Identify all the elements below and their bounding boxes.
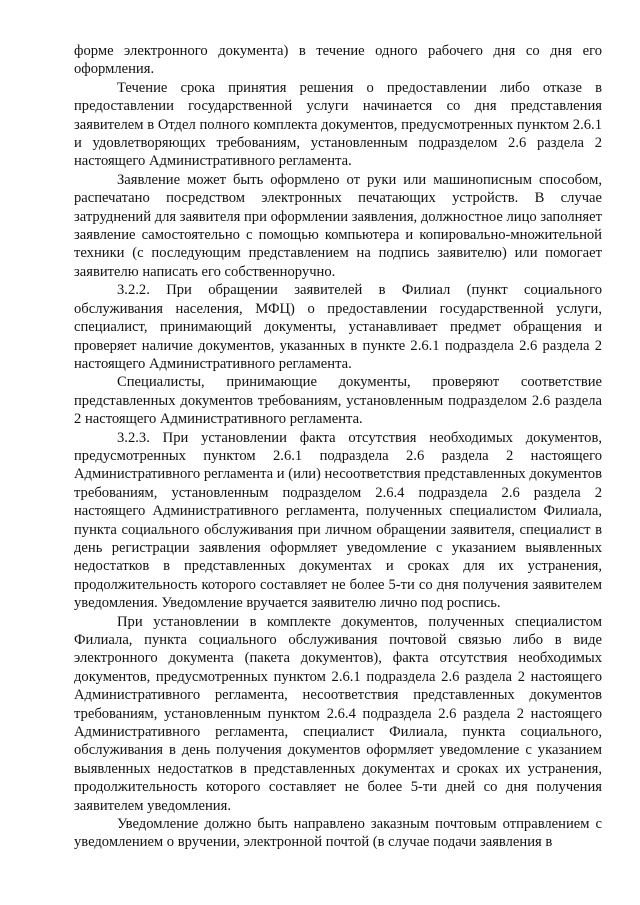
paragraph-3-2-3: 3.2.3. При установлении факта отсутствия необходимых документов, предусмотренных пунктом 2.6.1 подраздела 2.6 раздела 2 настоящего Административного регламента и (или) несоответствия представленных документов требованиям, установленным подразделом 2.6.4 подраздела 2.6 раздела 2 настоящего Административного регламента, полученных специалистом Филиала, пункта социального обслуживания при личном обращении заявителя, специалист в день регистрации заявления оформляет уведомление с указанием выявленных недостатков в представленных документах и сроках для их устранения, продолжительность которого составляет не более 5-ти со дня получения заявителем уведомления. Уведомление вручается заявителю лично под роспись. bbox=[74, 429, 602, 612]
paragraph-3-2-2: 3.2.2. При обращении заявителей в Филиал (пункт социального обслуживания населения, МФЦ) о предоставлении государственной услуги, специалист, принимающий документы, устанавливает предмет обращения и проверяет наличие документов, указанных в пункте 2.6.1 подраздела 2.6 раздела 2 настоящего Административного регламента. bbox=[74, 282, 602, 372]
paragraph-application-form: Заявление может быть оформлено от руки или машинописным способом, распечатано посредством электронных печатающих устройств. В случае затруднений для заявителя при оформлении заявления, должностное лицо заполняет заявление самостоятельно с помощью компьютера и копировально-множительной техники (с последующим представлением на подпись заявителю) или помогает заявителю написать его собственноручно. bbox=[74, 171, 602, 280]
paragraph-specialists-check: Специалисты, принимающие документы, проверяют соответствие представленных документов требованиям, установленным подразделом 2.6 раздела 2 настоящего Административного регламента. bbox=[74, 374, 602, 428]
paragraph-postal-documents: При установлении в комплекте документов, полученных специалистом Филиала, пункта социального обслуживания почтовой связью либо в виде электронного документа (пакета документов), факта отсутствия необходимых документов, предусмотренных пунктом 2.6.1 подраздела 2.6 раздела 2 настоящего Административного регламента, несоответствия представленных документов требованиям, установленным пунктом 2.6.4 подраздела 2.6 раздела 2 настоящего Административного регламента, специалист Филиала, пункта социального, обслуживания в день получения документов оформляет уведомление с указанием выявленных недостатков в представленных документах и сроках их устранения, продолжительность которого составляет не более 5-ти дней со дня получения заявителем уведомления. bbox=[74, 613, 602, 814]
paragraph-notification-delivery: Уведомление должно быть направлено заказным почтовым отправлением с уведомлением о вручении, электронной почтой (в случае подачи заявления в bbox=[74, 816, 602, 851]
paragraph-term-start: Течение срока принятия решения о предоставлении либо отказе в предоставлении государственной услуги начинается со дня представления заявителем в Отдел полного комплекта документов, предусмотренных пунктом 2.6.1 и удовлетворяющих требованиям, установленным подразделом 2.6 раздела 2 настоящего Административного регламента. bbox=[74, 79, 602, 170]
document-page bbox=[74, 42, 602, 852]
paragraph-continuation: форме электронного документа) в течение одного рабочего дня со дня его оформления. bbox=[74, 43, 602, 78]
